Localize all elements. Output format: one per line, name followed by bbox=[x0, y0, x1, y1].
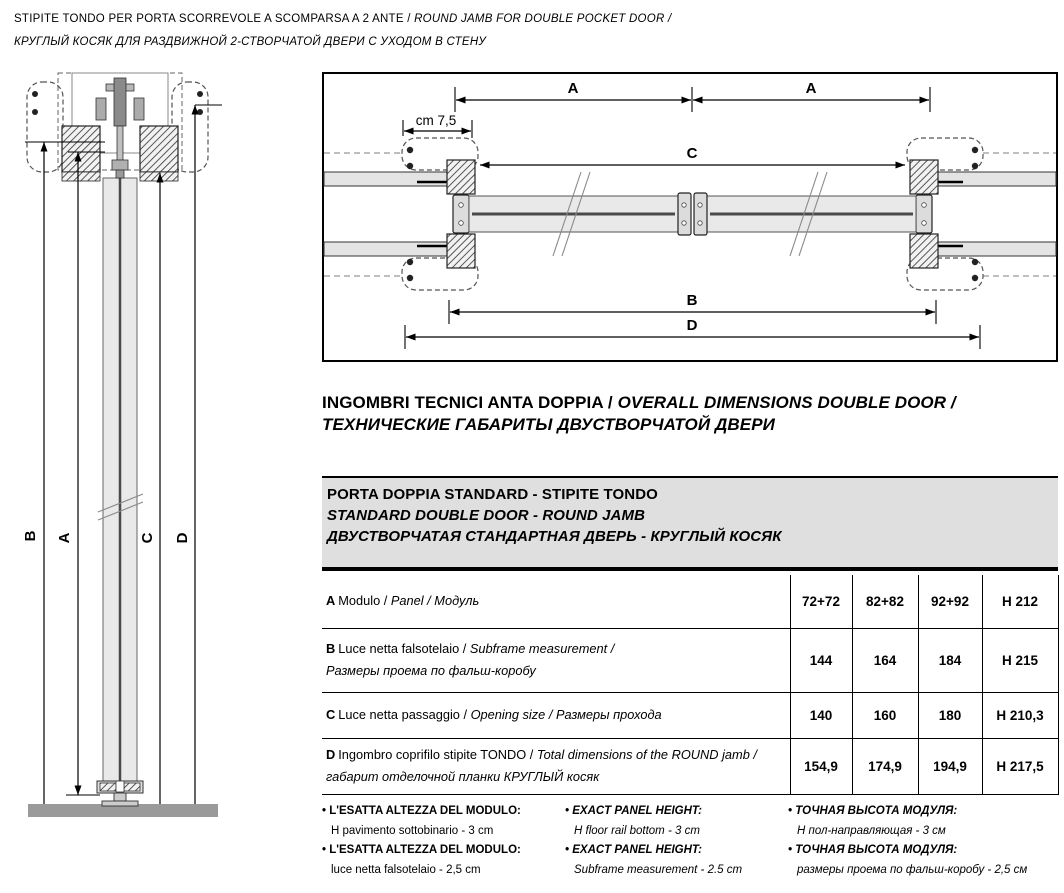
dim-label-c: C bbox=[686, 145, 698, 162]
table-title-italian: PORTA DOPPIA STANDARD - STIPITE TONDO bbox=[327, 486, 658, 503]
row-c-value-2: 160 bbox=[852, 692, 918, 738]
dim-label-a: A bbox=[56, 532, 73, 544]
track-header-assembly bbox=[27, 73, 208, 181]
dim-label-b: B bbox=[22, 530, 39, 542]
row-a-value-3: 92+92 bbox=[918, 575, 982, 628]
note-item bbox=[788, 802, 1062, 841]
row-d-value-1: 154,9 bbox=[790, 738, 852, 794]
dim-label-a-right: A bbox=[805, 80, 817, 97]
row-d-height: H 217,5 bbox=[982, 738, 1058, 794]
row-b-value-1: 144 bbox=[790, 628, 852, 692]
vertical-section-drawing bbox=[10, 60, 225, 820]
row-d-value-3: 194,9 bbox=[918, 738, 982, 794]
page-title-italian: STIPITE TONDO PER PORTA SCORREVOLE A SCOMPARSA A 2 ANTE / bbox=[14, 13, 415, 25]
row-c-value-3: 180 bbox=[918, 692, 982, 738]
dimensions-table bbox=[322, 575, 1059, 795]
note-head: • L'ESATTA ALTEZZA DEL MODULO: bbox=[322, 802, 565, 822]
dim-label-a-left: A bbox=[567, 80, 579, 97]
note-body: H pavimento sottobinario - 3 cm bbox=[331, 824, 494, 837]
note-head: • ТОЧНАЯ ВЫСОТА МОДУЛЯ: bbox=[788, 802, 1062, 822]
footnotes bbox=[322, 802, 1062, 880]
note-body: H floor rail bottom - 3 cm bbox=[574, 824, 700, 837]
dim-label-c: C bbox=[139, 532, 156, 544]
page-title-line1 bbox=[14, 8, 1054, 31]
table-title-english: STANDARD DOUBLE DOOR - ROUND JAMB bbox=[327, 507, 646, 524]
row-c-height: H 210,3 bbox=[982, 692, 1058, 738]
dim-label-d: D bbox=[686, 317, 698, 334]
row-a-value-1: 72+72 bbox=[790, 575, 852, 628]
table-row-c bbox=[322, 692, 1058, 738]
row-c-label: C Luce netta passaggio / Opening size / Размеры прохода bbox=[322, 692, 790, 738]
row-b-value-3: 184 bbox=[918, 628, 982, 692]
note-item bbox=[322, 841, 565, 880]
row-b-height: H 215 bbox=[982, 628, 1058, 692]
overall-heading-russian: ТЕХНИЧЕСКИЕ ГАБАРИТЫ ДВУСТВОРЧАТОЙ ДВЕРИ bbox=[322, 415, 775, 434]
row-c-value-1: 140 bbox=[790, 692, 852, 738]
note-head: • ТОЧНАЯ ВЫСОТА МОДУЛЯ: bbox=[788, 841, 1062, 861]
row-a-label: A Modulo / Panel / Модуль bbox=[322, 575, 790, 628]
note-item bbox=[565, 802, 788, 841]
note-head: • EXACT PANEL HEIGHT: bbox=[565, 841, 788, 861]
note-item bbox=[322, 802, 565, 841]
overall-heading-line1 bbox=[322, 392, 1058, 414]
note-body: luce netta falsotelaio - 2,5 cm bbox=[331, 863, 481, 876]
footnotes-russian bbox=[788, 802, 1062, 880]
row-d-value-2: 174,9 bbox=[852, 738, 918, 794]
dim-label-d: D bbox=[174, 532, 191, 544]
floor-guide-detail bbox=[97, 781, 143, 806]
footnotes-italian bbox=[322, 802, 565, 880]
note-body: Н пол-направляющая - 3 см bbox=[797, 824, 946, 837]
overall-dimensions-heading bbox=[322, 392, 1058, 436]
row-a-value-2: 82+82 bbox=[852, 575, 918, 628]
table-title-russian: ДВУСТВОРЧАТАЯ СТАНДАРТНАЯ ДВЕРЬ - КРУГЛЫЙ КОСЯК bbox=[327, 528, 782, 545]
overall-heading-english: OVERALL DIMENSIONS DOUBLE DOOR / bbox=[617, 393, 956, 412]
note-head: • L'ESATTA ALTEZZA DEL MODULO: bbox=[322, 841, 565, 861]
overall-heading-italian: INGOMBRI TECNICI ANTA DOPPIA / bbox=[322, 393, 618, 412]
table-row-b bbox=[322, 628, 1058, 692]
row-d-label: D Ingombro coprifilo stipite TONDO / Total dimensions of the ROUND jamb / габарит отделочной планки КРУГЛЫЙ косяк bbox=[322, 738, 790, 794]
table-title bbox=[322, 476, 1058, 571]
row-a-height: H 212 bbox=[982, 575, 1058, 628]
note-head: • EXACT PANEL HEIGHT: bbox=[565, 802, 788, 822]
table-row-a bbox=[322, 575, 1058, 628]
page-title bbox=[14, 8, 1054, 54]
dim-label-cm: cm 7,5 bbox=[415, 113, 457, 128]
row-b-label: B Luce netta falsotelaio / Subframe measurement / Размеры проема по фальш-коробу bbox=[322, 628, 790, 692]
note-item bbox=[565, 841, 788, 880]
page-title-russian: КРУГЛЫЙ КОСЯК ДЛЯ РАЗДВИЖНОЙ 2-СТВОРЧАТОЙ ДВЕРИ С УХОДОМ В СТЕНУ bbox=[14, 36, 486, 48]
note-body: Subframe measurement - 2.5 cm bbox=[574, 863, 743, 876]
row-b-value-2: 164 bbox=[852, 628, 918, 692]
page-title-english: ROUND JAMB FOR DOUBLE POCKET DOOR / bbox=[414, 13, 672, 25]
note-body: размеры проема по фальш-коробу - 2,5 см bbox=[797, 863, 1028, 876]
plan-view-drawing bbox=[322, 72, 1058, 362]
door-panel-section bbox=[98, 178, 143, 781]
dim-label-b: B bbox=[686, 292, 698, 309]
table-row-d bbox=[322, 738, 1058, 794]
footnotes-english bbox=[565, 802, 788, 880]
note-item bbox=[788, 841, 1062, 880]
